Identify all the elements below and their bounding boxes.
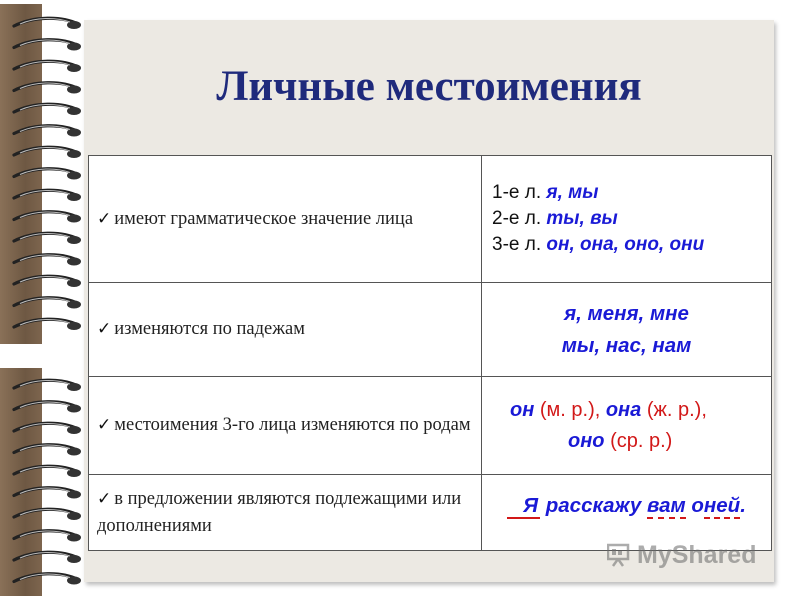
feature-text: в предложении являются подлежащими или дополнениями [97, 489, 462, 536]
subject-word: Я [507, 494, 540, 519]
spiral-ring [14, 466, 81, 477]
feature-cell [89, 377, 482, 474]
spiral-ring [14, 40, 81, 51]
feature-cell [89, 283, 482, 376]
spiral-ring [14, 83, 81, 94]
preposition-word: о [691, 493, 704, 517]
example-cell [482, 475, 771, 550]
checkmark-icon: ✓ [97, 208, 112, 229]
spiral-ring [14, 126, 81, 137]
person-list [492, 180, 704, 259]
spiral-ring [14, 169, 81, 180]
spiral-ring [14, 104, 81, 115]
sentence-end: . [740, 493, 746, 517]
gender-line: он (м. р.), она (ж. р.), [510, 398, 707, 421]
watermark-text: MyShared [637, 540, 757, 569]
spiral-ring [14, 276, 81, 287]
table-row [89, 376, 771, 474]
spiral-ring [14, 212, 81, 223]
feature-text: имеют грамматическое значение лица [114, 208, 414, 229]
case-line: мы, нас, нам [561, 333, 692, 357]
table-row [89, 156, 771, 282]
feature-cell [89, 156, 482, 282]
spiral-ring [14, 402, 81, 413]
spiral-ring [14, 190, 81, 201]
case-forms [488, 298, 765, 362]
verb-word: расскажу [545, 493, 642, 517]
feature-text: изменяются по падежам [114, 319, 305, 340]
spiral-ring [14, 319, 81, 330]
gender-forms [488, 395, 765, 457]
object-word: ней [703, 493, 741, 517]
spiral-ring [14, 233, 81, 244]
spiral-ring [14, 552, 81, 563]
spiral-ring [14, 18, 81, 29]
example-cell [482, 377, 771, 474]
spiral-ring [14, 61, 81, 72]
checkmark-icon: ✓ [97, 489, 112, 510]
checkmark-icon: ✓ [97, 319, 112, 340]
object-word: вам [646, 493, 686, 517]
gender-line: оно (ср. р.) [568, 429, 673, 452]
spiral-ring [14, 445, 81, 456]
spiral-ring [14, 574, 81, 585]
person-line: 1-е л. я, мы [492, 181, 599, 203]
spiral-ring [14, 423, 81, 434]
table-row [89, 282, 771, 376]
person-line: 3-е л. он, она, оно, они [492, 234, 705, 256]
spiral-ring [14, 255, 81, 266]
spiral-ring [14, 488, 81, 499]
feature-text: местоимения 3-го лица изменяются по родам [114, 415, 471, 436]
spiral-ring [14, 509, 81, 520]
checkmark-icon: ✓ [97, 415, 112, 436]
feature-cell [89, 475, 482, 550]
table-row [89, 474, 771, 550]
case-line: я, меня, мне [564, 301, 689, 325]
slide-title: Личные местоимения [216, 63, 642, 110]
spiral-ring [14, 298, 81, 309]
spiral-ring [14, 380, 81, 391]
example-sentence [488, 494, 765, 518]
person-line: 2-е л. ты, вы [492, 207, 618, 229]
spiral-ring [14, 531, 81, 542]
example-cell [482, 156, 771, 282]
pronoun-table [88, 155, 772, 551]
presentation-icon [607, 543, 633, 567]
watermark [607, 540, 756, 570]
example-cell [482, 283, 771, 376]
spiral-ring [14, 147, 81, 158]
